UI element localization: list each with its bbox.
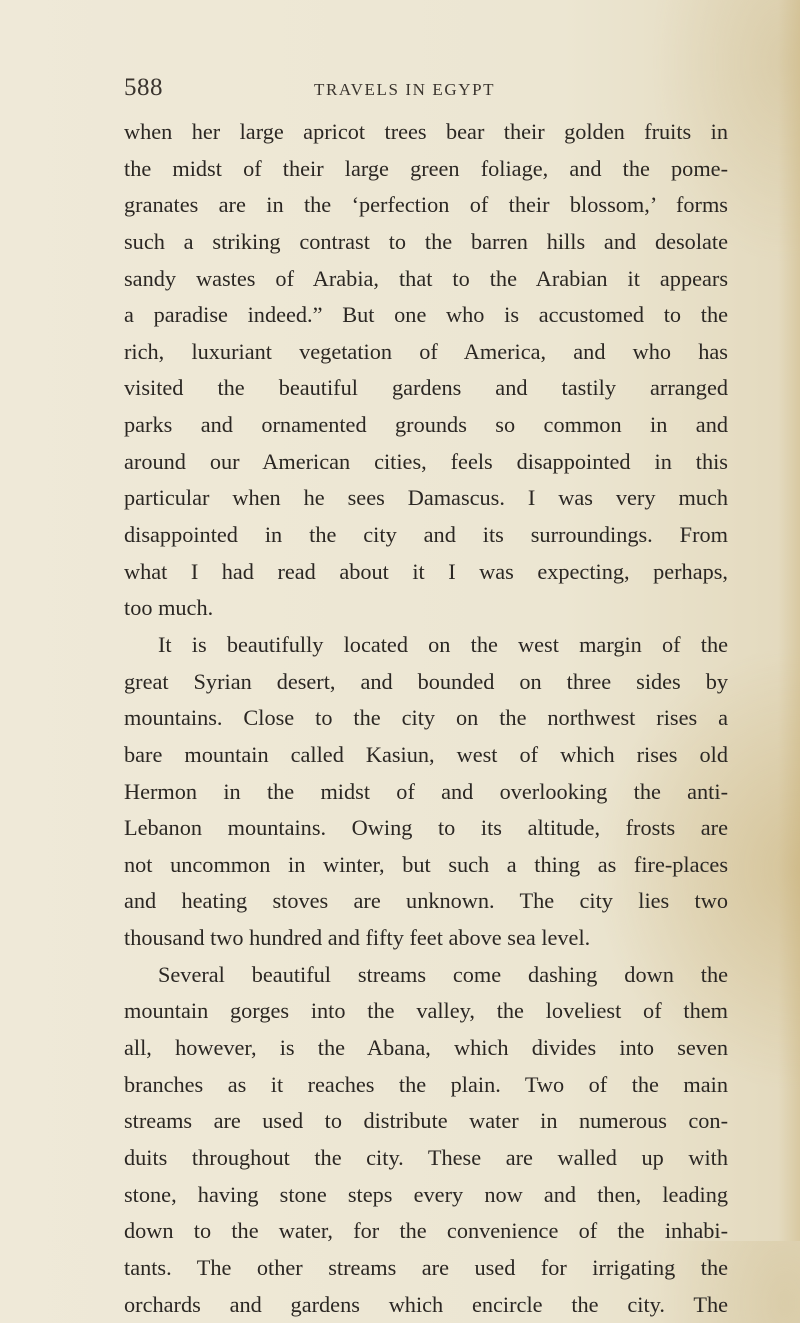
text-line: such a striking contrast to the barren hills and desolate [124, 224, 728, 261]
text-line: mountain gorges into the valley, the loveliest of them [124, 993, 728, 1030]
text-line: mountains. Close to the city on the northwest rises a [124, 700, 728, 737]
text-line-paragraph-start: It is beautifully located on the west margin of the [124, 627, 728, 664]
body-text [124, 114, 728, 1323]
text-line: a paradise indeed.” But one who is accustomed to the [124, 297, 728, 334]
running-head [124, 74, 728, 104]
running-title: TRAVELS IN EGYPT [314, 80, 495, 100]
page-edge-stain [778, 0, 800, 1241]
text-line: streams are used to distribute water in numerous con- [124, 1103, 728, 1140]
text-line: down to the water, for the convenience of the inhabi- [124, 1213, 728, 1250]
text-line: the midst of their large green foliage, and the pome- [124, 151, 728, 188]
text-line: great Syrian desert, and bounded on three sides by [124, 664, 728, 701]
text-line: rich, luxuriant vegetation of America, and who has [124, 334, 728, 371]
text-line: not uncommon in winter, but such a thing as fire-places [124, 847, 728, 884]
text-line: stone, having stone steps every now and then, leading [124, 1177, 728, 1214]
text-line: around our American cities, feels disappointed in this [124, 444, 728, 481]
text-line: parks and ornamented grounds so common in and [124, 407, 728, 444]
text-line: Lebanon mountains. Owing to its altitude, frosts are [124, 810, 728, 847]
text-line: all, however, is the Abana, which divides into seven [124, 1030, 728, 1067]
text-line-paragraph-start: Several beautiful streams come dashing down the [124, 957, 728, 994]
text-line: orchards and gardens which encircle the city. The [124, 1287, 728, 1323]
text-line: bare mountain called Kasiun, west of which rises old [124, 737, 728, 774]
text-line: duits throughout the city. These are walled up with [124, 1140, 728, 1177]
text-line: particular when he sees Damascus. I was very much [124, 480, 728, 517]
text-line: what I had read about it I was expecting, perhaps, [124, 554, 728, 591]
text-line: Hermon in the midst of and overlooking the anti- [124, 774, 728, 811]
text-line: and heating stoves are unknown. The city lies two [124, 883, 728, 920]
text-line: granates are in the ‘perfection of their blossom,’ forms [124, 187, 728, 224]
text-line: sandy wastes of Arabia, that to the Arabian it appears [124, 261, 728, 298]
page-number: 588 [124, 74, 163, 102]
text-line: disappointed in the city and its surroundings. From [124, 517, 728, 554]
text-line: tants. The other streams are used for irrigating the [124, 1250, 728, 1287]
text-line: branches as it reaches the plain. Two of the main [124, 1067, 728, 1104]
text-line-paragraph-end: thousand two hundred and fifty feet above sea level. [124, 920, 728, 957]
text-line: visited the beautiful gardens and tastily arranged [124, 370, 728, 407]
text-line-paragraph-end: too much. [124, 590, 728, 627]
text-line: when her large apricot trees bear their golden fruits in [124, 114, 728, 151]
